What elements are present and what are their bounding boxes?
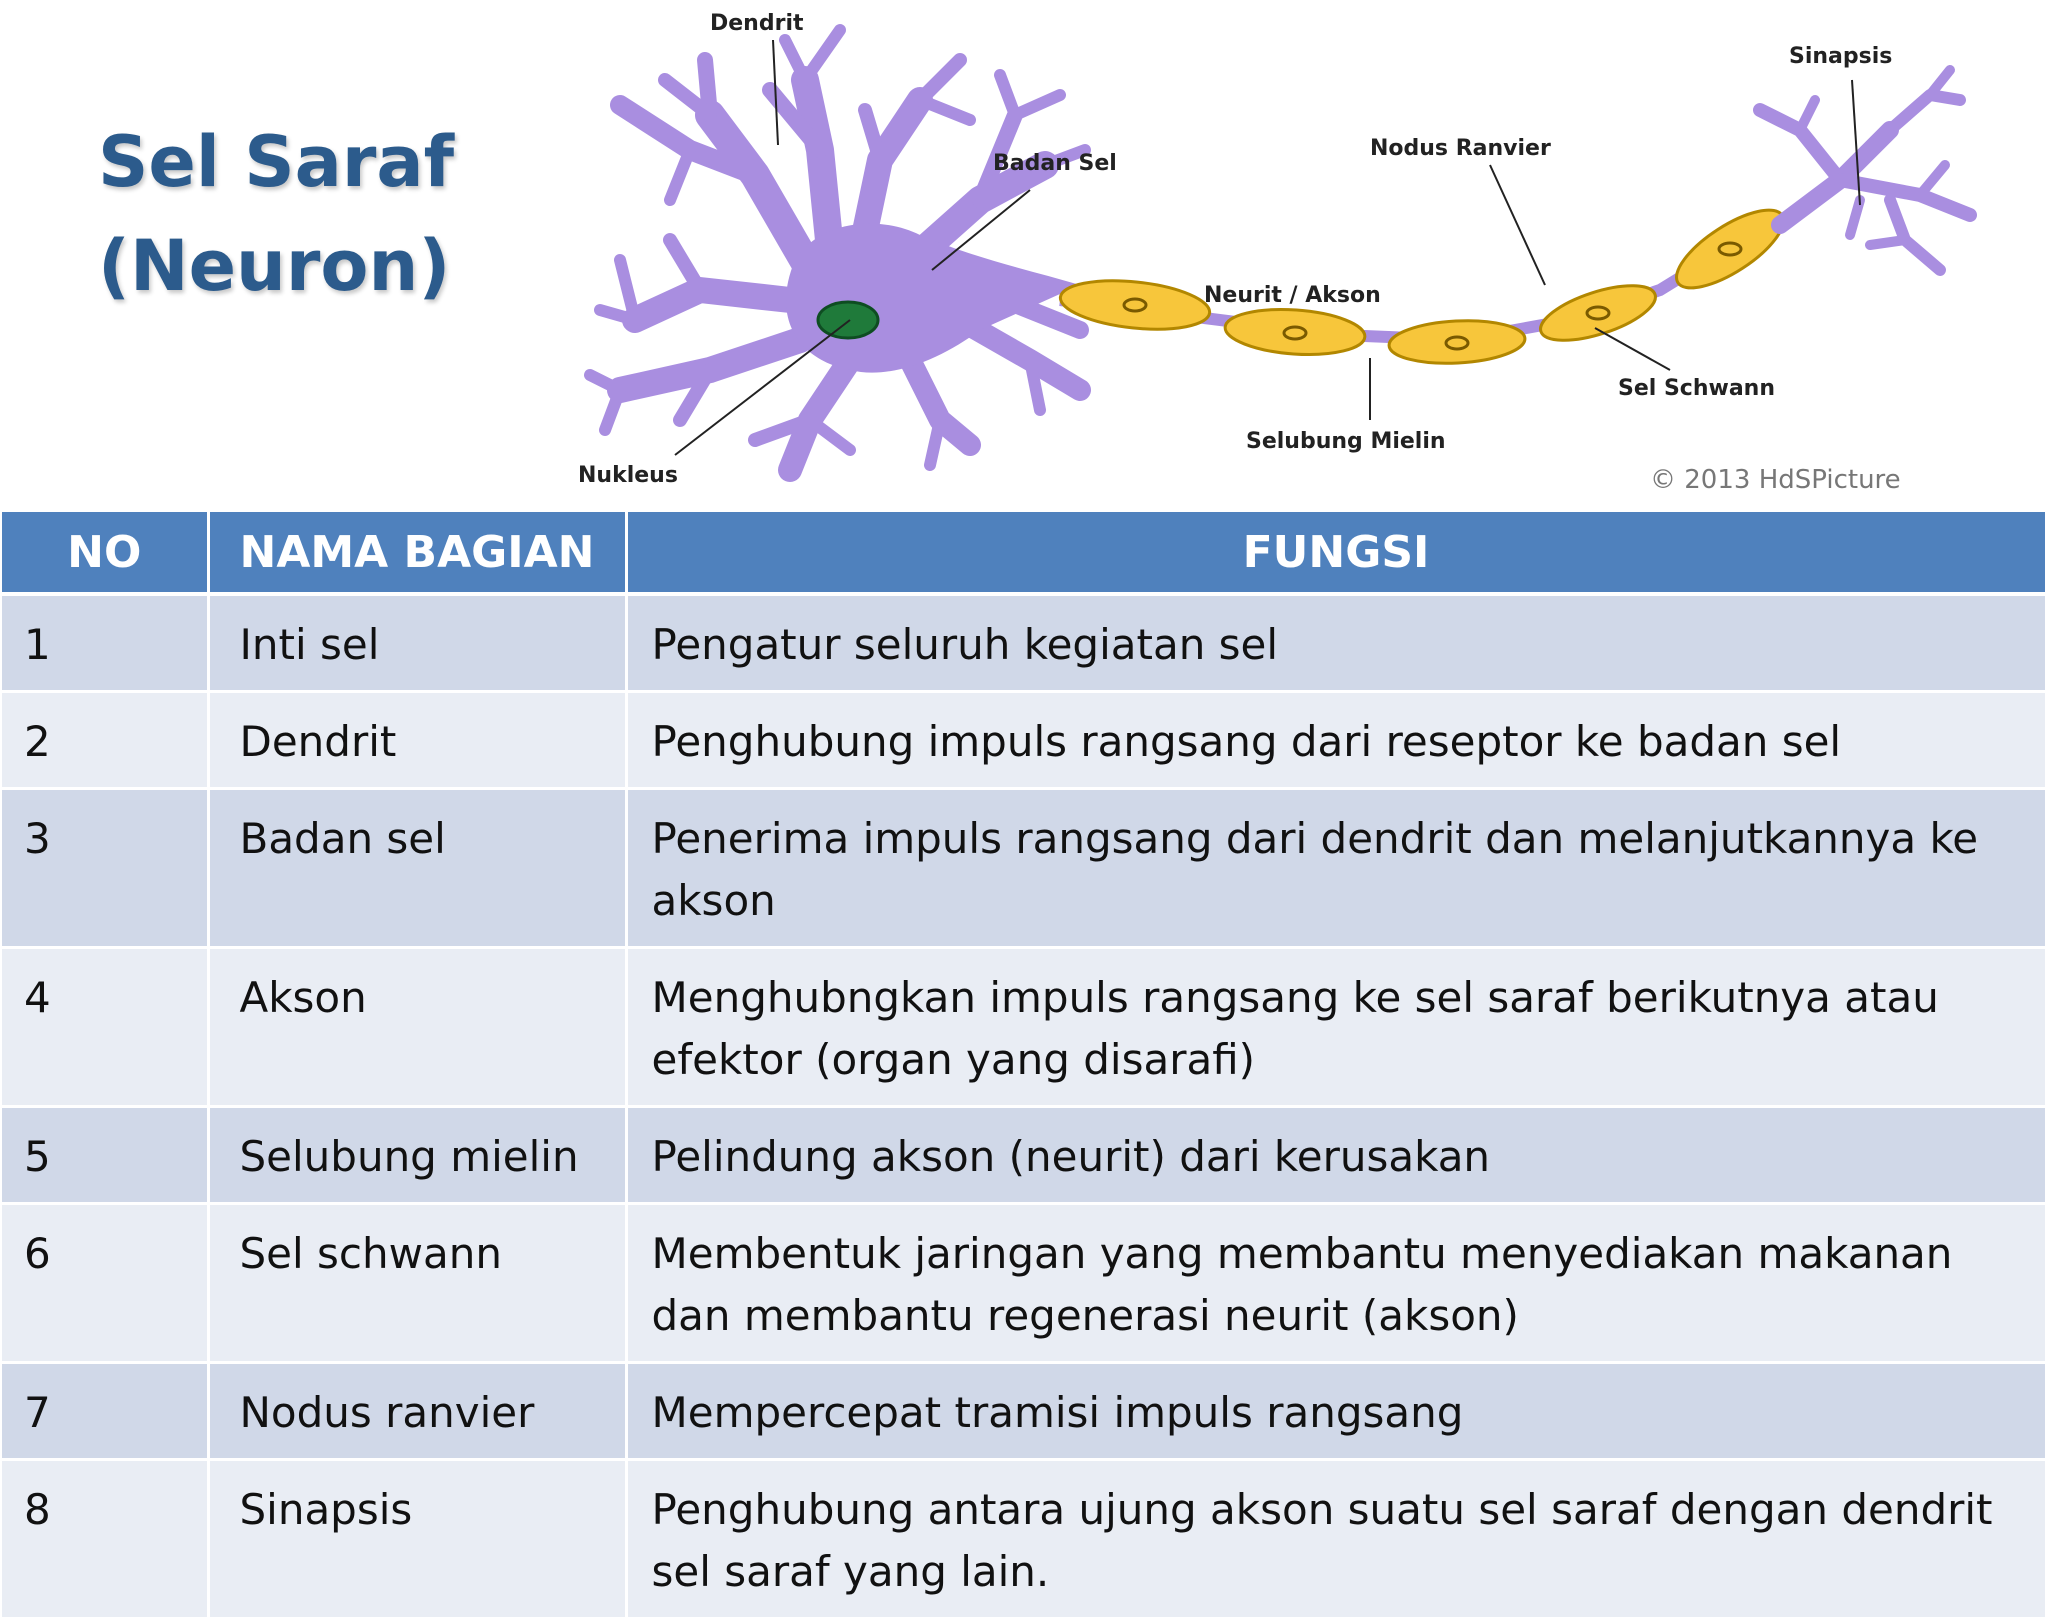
header-no: NO [2,512,208,594]
cell-nama: Inti sel [208,594,626,692]
header-nama-bagian: NAMA BAGIAN [208,512,626,594]
myelin-sheath [1058,196,1795,367]
axon-terminals [1760,70,1970,270]
copyright-text: © 2013 HdSPicture [1650,465,1901,495]
nucleus-shape [818,302,878,338]
table-header-row [2,512,2046,594]
cell-no: 8 [2,1460,208,1619]
table-row [2,692,2046,789]
cell-nama: Sinapsis [208,1460,626,1619]
cell-no: 1 [2,594,208,692]
cell-fungsi: Pengatur seluruh kegiatan sel [626,594,2046,692]
table-row [2,1363,2046,1460]
cell-no: 4 [2,948,208,1107]
neuron-diagram [560,0,2048,510]
table-row [2,1204,2046,1363]
header-fungsi: FUNGSI [626,512,2046,594]
cell-no: 3 [2,789,208,948]
cell-nama: Selubung mielin [208,1107,626,1204]
cell-nama: Akson [208,948,626,1107]
neuron-parts-table [2,512,2048,1620]
table-row [2,789,2046,948]
title-line-1: Sel Saraf [98,121,455,203]
cell-fungsi: Penghubung impuls rangsang dari reseptor ke badan sel [626,692,2046,789]
label-nukleus: Nukleus [578,463,678,488]
cell-fungsi: Membentuk jaringan yang membantu menyediakan makanan dan membantu regenerasi neurit (akson) [626,1204,2046,1363]
table-row [2,594,2046,692]
table-row [2,1460,2046,1619]
cell-no: 5 [2,1107,208,1204]
label-sel-schwann: Sel Schwann [1618,376,1776,401]
label-badan-sel: Badan Sel [993,151,1117,176]
cell-fungsi: Mempercepat tramisi impuls rangsang [626,1363,2046,1460]
cell-no: 7 [2,1363,208,1460]
cell-fungsi: Penghubung antara ujung akson suatu sel saraf dengan dendrit sel saraf yang lain. [626,1460,2046,1619]
table-row [2,1107,2046,1204]
cell-body [786,224,1080,373]
label-dendrit: Dendrit [710,11,804,36]
table-row [2,948,2046,1107]
cell-nama: Dendrit [208,692,626,789]
label-selubung-mielin: Selubung Mielin [1246,429,1446,454]
page-title [98,110,454,318]
cell-fungsi: Penerima impuls rangsang dari dendrit dan melanjutkannya ke akson [626,789,2046,948]
title-line-2: (Neuron) [98,225,451,307]
label-neurit-akson: Neurit / Akson [1204,283,1381,308]
cell-fungsi: Menghubngkan impuls rangsang ke sel saraf berikutnya atau efektor (organ yang disarafi) [626,948,2046,1107]
label-nodus-ranvier: Nodus Ranvier [1370,136,1551,161]
cell-no: 6 [2,1204,208,1363]
cell-nama: Nodus ranvier [208,1363,626,1460]
cell-nama: Sel schwann [208,1204,626,1363]
cell-no: 2 [2,692,208,789]
cell-fungsi: Pelindung akson (neurit) dari kerusakan [626,1107,2046,1204]
label-sinapsis: Sinapsis [1789,44,1893,69]
cell-nama: Badan sel [208,789,626,948]
